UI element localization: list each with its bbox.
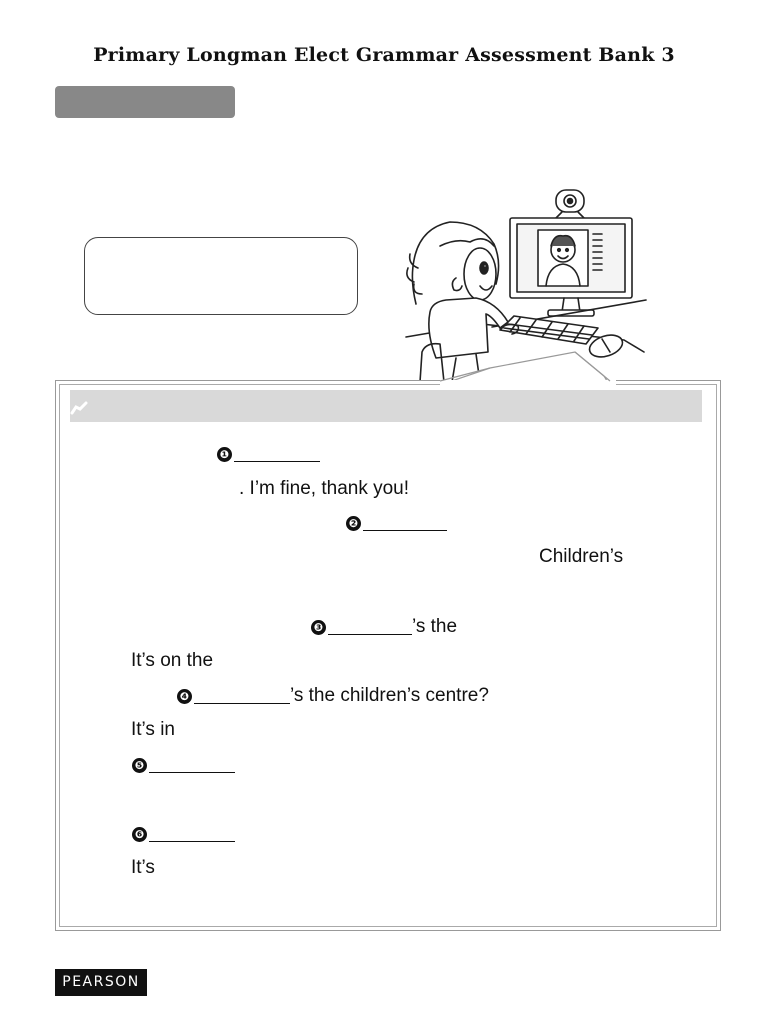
question-number-badge: ❷ [346,516,361,531]
dialogue-line-4: Children’s [539,546,624,567]
dialogue-line-9 [132,754,235,776]
dialogue-line-8: It’s in [131,719,176,740]
question-number-badge: ❶ [217,447,232,462]
speech-pointer-shape [0,0,768,400]
pearson-logo: PEARSON [55,969,147,996]
dialogue-line-6: It’s on the [131,650,214,671]
dialogue-line-11: It’s [131,857,155,878]
answer-blank[interactable] [149,823,235,842]
dialogue-line-2: . I’m fine, thank you! [239,478,410,499]
dialogue-line-7: ❹ ’s the children’s centre? [177,685,489,707]
question-number-badge: ❺ [132,758,147,773]
question-number-badge: ❸ [311,620,326,635]
answer-blank[interactable] [363,512,447,531]
exercise-header-bar [70,390,702,422]
dialogue-line-10 [132,823,235,845]
question-number-badge: ❹ [177,689,192,704]
dialogue-line-5: ❸ ’s the [311,616,457,638]
answer-blank[interactable] [194,685,290,704]
answer-blank[interactable] [328,616,412,635]
pencil-icon [70,401,90,415]
question-number-badge: ❻ [132,827,147,842]
answer-blank[interactable] [149,754,235,773]
dialogue-line-1 [217,443,320,465]
answer-blank[interactable] [234,443,320,462]
dialogue-line-3 [346,512,447,534]
page-title: Primary Longman Elect Grammar Assessment Bank 3 [93,44,675,66]
